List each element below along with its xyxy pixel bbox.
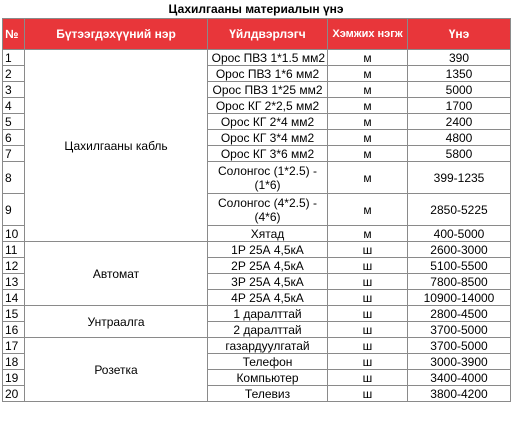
row-price[interactable]: 400-5000	[408, 226, 511, 242]
row-price[interactable]: 3400-4000	[408, 370, 511, 386]
group-name-cable[interactable]: Цахилгааны кабль	[25, 50, 208, 242]
row-price[interactable]: 1350	[408, 66, 511, 82]
row-num[interactable]: 17	[3, 338, 25, 354]
row-desc[interactable]: Солонгос (4*2.5) - (4*6)	[208, 194, 328, 226]
row-unit[interactable]: м	[328, 66, 408, 82]
row-num[interactable]: 3	[3, 82, 25, 98]
header-manufacturer[interactable]: Үйлдвэрлэгч	[208, 19, 328, 50]
row-price[interactable]: 4800	[408, 130, 511, 146]
row-price[interactable]: 2800-4500	[408, 306, 511, 322]
row-unit[interactable]: ш	[328, 354, 408, 370]
row-desc[interactable]: 1 даралттай	[208, 306, 328, 322]
row-desc[interactable]: Телевиз	[208, 386, 328, 402]
row-price[interactable]: 3700-5000	[408, 338, 511, 354]
row-price[interactable]: 3000-3900	[408, 354, 511, 370]
row-unit[interactable]: м	[328, 162, 408, 194]
row-desc[interactable]: Компьютер	[208, 370, 328, 386]
row-price[interactable]: 390	[408, 50, 511, 66]
row-price[interactable]: 2400	[408, 114, 511, 130]
row-num[interactable]: 20	[3, 386, 25, 402]
group-name-socket[interactable]: Розетка	[25, 338, 208, 402]
row-num[interactable]: 11	[3, 242, 25, 258]
row-unit[interactable]: ш	[328, 242, 408, 258]
row-num[interactable]: 2	[3, 66, 25, 82]
row-price[interactable]: 3800-4200	[408, 386, 511, 402]
row-unit[interactable]: ш	[328, 370, 408, 386]
table-row	[3, 50, 511, 66]
header-price[interactable]: Үнэ	[408, 19, 511, 50]
row-num[interactable]: 9	[3, 194, 25, 226]
row-num[interactable]: 15	[3, 306, 25, 322]
row-unit[interactable]: ш	[328, 306, 408, 322]
header-unit[interactable]: Хэмжих нэгж	[328, 19, 408, 50]
row-unit[interactable]: ш	[328, 290, 408, 306]
row-desc[interactable]: Орос КГ 2*2,5 мм2	[208, 98, 328, 114]
sheet-title: Цахилгааны материалын үнэ	[168, 2, 344, 16]
row-price[interactable]: 3700-5000	[408, 322, 511, 338]
row-desc[interactable]: Орос ПВЗ 1*6 мм2	[208, 66, 328, 82]
row-unit[interactable]: м	[328, 82, 408, 98]
row-desc[interactable]: 1Р 25А 4,5кА	[208, 242, 328, 258]
row-price[interactable]: 2850-5225	[408, 194, 511, 226]
table-row	[3, 306, 511, 322]
row-unit[interactable]: ш	[328, 338, 408, 354]
row-num[interactable]: 6	[3, 130, 25, 146]
row-unit[interactable]: ш	[328, 322, 408, 338]
header-product[interactable]: Бүтээгдэхүүний нэр	[25, 19, 208, 50]
row-unit[interactable]: ш	[328, 274, 408, 290]
row-price[interactable]: 5100-5500	[408, 258, 511, 274]
row-unit[interactable]: м	[328, 130, 408, 146]
row-unit[interactable]: ш	[328, 258, 408, 274]
table-row	[3, 242, 511, 258]
row-desc[interactable]: Орос КГ 3*6 мм2	[208, 146, 328, 162]
row-desc[interactable]: газардуулгатай	[208, 338, 328, 354]
table-row	[3, 338, 511, 354]
row-num[interactable]: 8	[3, 162, 25, 194]
row-price[interactable]: 399-1235	[408, 162, 511, 194]
row-num[interactable]: 18	[3, 354, 25, 370]
row-desc[interactable]: Хятад	[208, 226, 328, 242]
row-num[interactable]: 19	[3, 370, 25, 386]
row-desc[interactable]: Солонгос (1*2.5) - (1*6)	[208, 162, 328, 194]
row-desc[interactable]: Орос КГ 3*4 мм2	[208, 130, 328, 146]
row-unit[interactable]: м	[328, 146, 408, 162]
row-desc[interactable]: 2Р 25А 4,5кА	[208, 258, 328, 274]
row-desc[interactable]: Орос ПВЗ 1*25 мм2	[208, 82, 328, 98]
row-desc[interactable]: Орос ПВЗ 1*1.5 мм2	[208, 50, 328, 66]
row-price[interactable]: 10900-14000	[408, 290, 511, 306]
row-num[interactable]: 13	[3, 274, 25, 290]
header-row	[3, 19, 511, 50]
row-unit[interactable]: м	[328, 194, 408, 226]
row-price[interactable]: 1700	[408, 98, 511, 114]
row-price[interactable]: 7800-8500	[408, 274, 511, 290]
row-unit[interactable]: ш	[328, 386, 408, 402]
row-num[interactable]: 10	[3, 226, 25, 242]
row-num[interactable]: 7	[3, 146, 25, 162]
row-price[interactable]: 2600-3000	[408, 242, 511, 258]
row-desc[interactable]: Орос КГ 2*4 мм2	[208, 114, 328, 130]
row-desc[interactable]: 3Р 25А 4,5кА	[208, 274, 328, 290]
price-table	[2, 18, 511, 402]
row-unit[interactable]: м	[328, 98, 408, 114]
group-name-switch[interactable]: Унтраалга	[25, 306, 208, 338]
row-unit[interactable]: м	[328, 226, 408, 242]
row-desc[interactable]: 4Р 25А 4,5кА	[208, 290, 328, 306]
row-num[interactable]: 5	[3, 114, 25, 130]
row-desc[interactable]: Телефон	[208, 354, 328, 370]
row-num[interactable]: 12	[3, 258, 25, 274]
row-price[interactable]: 5800	[408, 146, 511, 162]
row-desc[interactable]: 2 даралттай	[208, 322, 328, 338]
group-name-breaker[interactable]: Автомат	[25, 242, 208, 306]
row-num[interactable]: 16	[3, 322, 25, 338]
row-price[interactable]: 5000	[408, 82, 511, 98]
row-unit[interactable]: м	[328, 50, 408, 66]
row-num[interactable]: 1	[3, 50, 25, 66]
row-unit[interactable]: м	[328, 114, 408, 130]
row-num[interactable]: 14	[3, 290, 25, 306]
header-num[interactable]: №	[3, 19, 25, 50]
row-num[interactable]: 4	[3, 98, 25, 114]
